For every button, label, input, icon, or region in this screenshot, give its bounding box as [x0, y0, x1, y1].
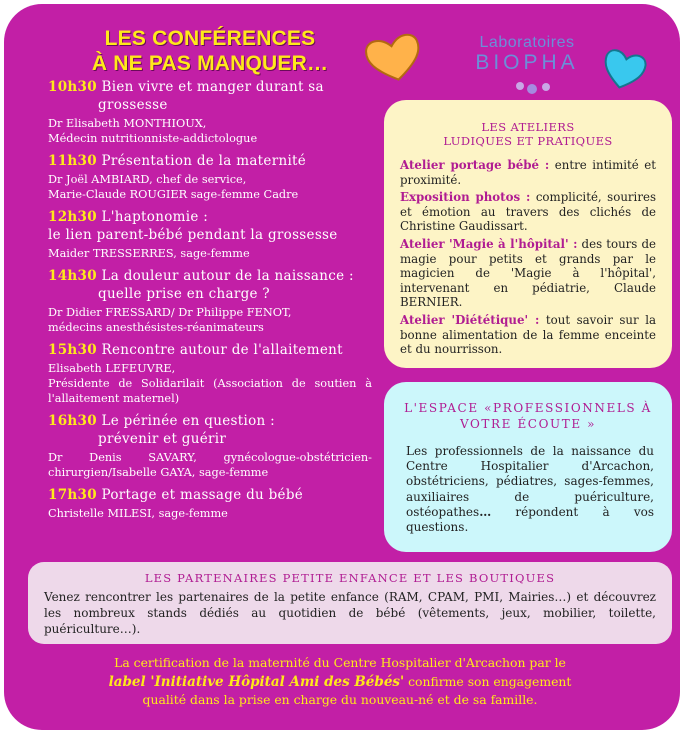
speaker-line: Dr Elisabeth MONTHIOUX, — [48, 117, 207, 130]
footer-line-2: confirme son engagement — [404, 673, 572, 689]
conference-title-cont: quelle prise en charge ? — [98, 286, 270, 302]
conference-speakers — [48, 172, 372, 202]
ecoute-title-line-2: VOTRE ÉCOUTE » — [459, 417, 597, 431]
conference-time: 11h30 — [48, 153, 97, 169]
speaker-line: Dr Didier FRESSARD/ Dr Philippe FENOT, — [48, 306, 292, 319]
speaker-line: Maider TRESSERRES, sage-femme — [48, 247, 250, 260]
conference-slot — [48, 208, 372, 261]
conference-title: Bien vivre et manger durant sa — [101, 79, 324, 95]
ecoute-text-main: Les professionnels de la naissance du Centre Hospitalier d'Arcachon, obstétriciens, pédiatres, sages-femmes, auxiliaires de puériculture, ostéopathes — [406, 444, 654, 519]
speaker-line: Elisabeth LEFEUVRE, — [48, 362, 176, 375]
conference-speakers — [48, 450, 372, 480]
title-line-1: LES CONFÉRENCES — [104, 27, 316, 50]
conference-title-cont: le lien parent-bébé pendant la grossesse — [48, 227, 338, 243]
conference-time: 14h30 — [48, 268, 97, 284]
conference-slot — [48, 78, 372, 146]
ateliers-title-line-2: LUDIQUES ET PRATIQUES — [443, 134, 613, 148]
speaker-line: Dr Joël AMBIARD, chef de service, — [48, 173, 247, 186]
conference-speakers — [48, 361, 372, 406]
conference-title-cont: grossesse — [98, 97, 168, 113]
title-line-2: À NE PAS MANQUER… — [91, 52, 329, 75]
speaker-line: Marie-Claude ROUGIER sage-femme Cadre — [48, 188, 299, 201]
ateliers-list — [400, 158, 656, 360]
conference-speakers — [48, 506, 372, 521]
logo-line-1: Laboratoires — [479, 34, 575, 51]
conference-slot — [48, 412, 372, 480]
conference-program — [48, 78, 372, 527]
logo-dots-icon — [512, 80, 562, 96]
conference-title: Le périnée en question : — [101, 413, 275, 429]
ecoute-ellipsis: … — [479, 504, 492, 519]
conference-slot — [48, 152, 372, 202]
ecoute-title — [384, 400, 672, 432]
atelier-item — [400, 158, 656, 187]
ateliers-panel — [384, 100, 672, 368]
atelier-item — [400, 190, 656, 234]
footer-label: label 'Initiative Hôpital Ami des Bébés' — [108, 673, 405, 690]
speaker-line: Médecin nutritionniste-addictologue — [48, 132, 258, 145]
conference-title: Présentation de la maternité — [101, 153, 307, 169]
conference-speakers — [48, 305, 372, 335]
atelier-label: Atelier portage bébé : — [400, 158, 550, 172]
ateliers-title-line-1: LES ATELIERS — [481, 120, 575, 134]
speaker-line: Christelle MILESI, sage-femme — [48, 507, 228, 520]
partners-panel — [28, 562, 672, 644]
atelier-item — [400, 313, 656, 357]
conference-slot — [48, 267, 372, 335]
conference-time: 15h30 — [48, 342, 97, 358]
conference-title: Portage et massage du bébé — [101, 487, 304, 503]
speaker-line: Dr Denis SAVARY, gynécologue-obstétricien-chirurgien/Isabelle GAYA, sage-femme — [48, 451, 372, 479]
logo-line-2: BIOPHA — [475, 51, 579, 74]
footer-note — [40, 654, 640, 710]
conference-time: 17h30 — [48, 487, 97, 503]
conference-slot — [48, 341, 372, 406]
conference-time: 12h30 — [48, 209, 97, 225]
footer-line-3: qualité dans la prise en charge du nouveau-né et de sa famille. — [142, 692, 538, 707]
page-title — [60, 26, 360, 76]
atelier-text: des tours de magie pour petits et grands par le magicien de 'Magie à l'hôpital', intervenant en pédiatrie, Claude BERNIER. — [400, 236, 656, 310]
ecoute-text — [406, 444, 654, 535]
conference-title: Rencontre autour de l'allaitement — [101, 342, 343, 358]
ecoute-text-end: répondent à vos questions. — [406, 504, 654, 535]
conference-slot — [48, 486, 372, 521]
atelier-text: entre intimité et proximité. — [400, 158, 656, 187]
conference-time: 16h30 — [48, 413, 97, 429]
ateliers-title — [384, 120, 672, 148]
partners-text: Venez rencontrer les partenaires de la petite enfance (RAM, CPAM, PMI, Mairies…) et découvrez les nombreux stands dédiés au quotidien de bébé (vêtements, jeux, mobilier, toilette, puériculture…). — [44, 590, 656, 636]
footer-line-1: La certification de la maternité du Centre Hospitalier d'Arcachon par le — [114, 655, 566, 670]
blue-heart-icon — [600, 46, 648, 92]
conference-title-cont: prévenir et guérir — [98, 431, 227, 447]
speaker-line: Présidente de Solidarilait (Association de soutien à l'allaitement maternel) — [48, 377, 372, 405]
ecoute-panel — [384, 382, 672, 552]
atelier-text: complicité, sourires et émotion au travers des clichés de Christine Gaudissart. — [400, 190, 656, 234]
ecoute-title-line-1: L'ESPACE «PROFESSIONNELS À — [404, 401, 652, 415]
conference-time: 10h30 — [48, 79, 97, 95]
partners-title: LES PARTENAIRES PETITE ENFANCE ET LES BOUTIQUES — [144, 571, 556, 585]
speaker-line: médecins anesthésistes-réanimateurs — [48, 321, 264, 334]
atelier-text: tout savoir sur la bonne alimentation de la femme enceinte et du nourrisson. — [400, 312, 656, 357]
biopha-logo — [452, 34, 602, 74]
conference-speakers — [48, 116, 372, 146]
atelier-item — [400, 237, 656, 310]
atelier-label: Atelier 'Diététique' : — [400, 312, 540, 327]
atelier-label: Exposition photos : — [400, 190, 531, 205]
conference-title: L'haptonomie : — [101, 209, 209, 225]
atelier-label: Atelier 'Magie à l'hôpital' : — [400, 236, 578, 251]
conference-speakers — [48, 246, 372, 261]
conference-title: La douleur autour de la naissance : — [101, 268, 354, 284]
